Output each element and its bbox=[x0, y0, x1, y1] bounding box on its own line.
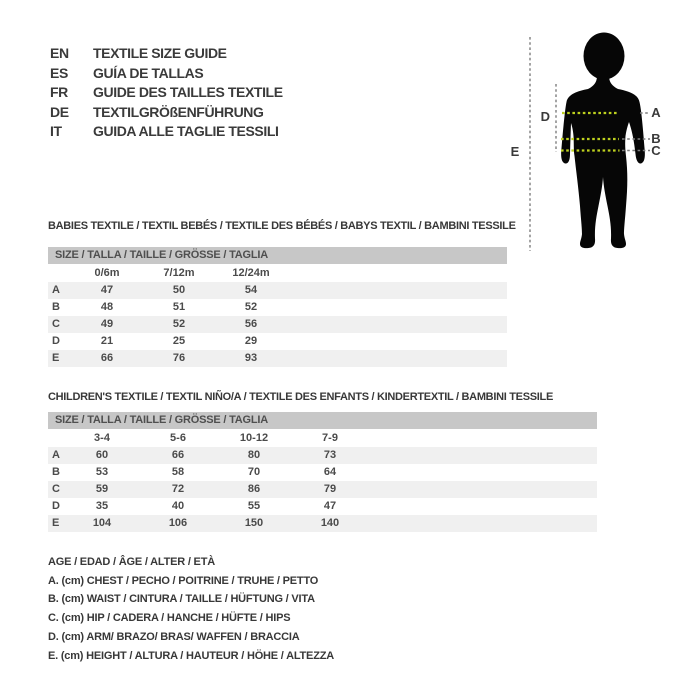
table-value: 73 bbox=[323, 449, 337, 461]
table-value: 54 bbox=[244, 284, 258, 296]
figure-svg bbox=[500, 20, 700, 265]
table-value: 53 bbox=[95, 466, 109, 478]
table-value: 106 bbox=[168, 517, 188, 529]
table-value: 64 bbox=[323, 466, 337, 478]
table-value: 72 bbox=[171, 483, 185, 495]
legend-line-age: AGE / EDAD / ÂGE / ALTER / ETÀ bbox=[48, 556, 215, 568]
legend-line-arm: D. (cm) ARM/ BRAZO/ BRAS/ WAFFEN / BRACCIA bbox=[48, 630, 300, 643]
children-size-header-bar: SIZE / TALLA / TAILLE / GRÖSSE / TAGLIA bbox=[48, 412, 597, 429]
table-row-b bbox=[48, 299, 507, 316]
language-code: DE bbox=[50, 103, 69, 120]
table-row-b bbox=[48, 464, 597, 481]
children-column-header-row bbox=[48, 429, 597, 447]
child-silhouette-icon bbox=[561, 33, 645, 249]
babies-column-header: 0/6m bbox=[94, 267, 120, 279]
table-value: 51 bbox=[172, 301, 186, 313]
table-value: 140 bbox=[320, 517, 340, 529]
language-code: EN bbox=[50, 45, 69, 61]
figure-label-d: D bbox=[540, 109, 550, 124]
table-value: 48 bbox=[100, 301, 114, 313]
table-value: 59 bbox=[95, 483, 109, 495]
language-title-list bbox=[50, 44, 283, 142]
table-value: 66 bbox=[171, 449, 185, 461]
table-row-c bbox=[48, 481, 597, 498]
language-title: GUIDE DES TAILLES TEXTILE bbox=[93, 84, 283, 100]
row-label: E bbox=[52, 517, 60, 529]
babies-column-header: 7/12m bbox=[163, 267, 195, 279]
language-code: ES bbox=[50, 64, 68, 81]
row-label: B bbox=[52, 301, 60, 313]
table-value: 60 bbox=[95, 449, 109, 461]
table-value: 47 bbox=[323, 500, 337, 512]
legend-line-waist: B. (cm) WAIST / CINTURA / TAILLE / HÜFTUNG / VITA bbox=[48, 593, 315, 606]
row-label: C bbox=[52, 483, 60, 495]
row-label: C bbox=[52, 318, 60, 330]
children-size-table bbox=[48, 412, 597, 532]
table-value: 55 bbox=[247, 500, 261, 512]
table-value: 50 bbox=[172, 284, 186, 296]
table-value: 76 bbox=[172, 352, 186, 364]
table-value: 52 bbox=[172, 318, 186, 330]
empty-corner-cell bbox=[48, 429, 64, 447]
row-label: E bbox=[52, 352, 60, 364]
language-row-it bbox=[50, 122, 283, 142]
row-label: D bbox=[52, 335, 60, 347]
empty-corner-cell bbox=[48, 264, 71, 282]
row-label: A bbox=[52, 449, 60, 461]
table-value: 150 bbox=[244, 517, 264, 529]
children-column-header: 7-9 bbox=[322, 432, 338, 444]
table-value: 35 bbox=[95, 500, 109, 512]
children-column-header: 3-4 bbox=[94, 432, 110, 444]
table-value: 104 bbox=[92, 517, 112, 529]
table-value: 86 bbox=[247, 483, 261, 495]
table-value: 49 bbox=[100, 318, 114, 330]
table-value: 66 bbox=[100, 352, 114, 364]
language-row-en bbox=[50, 44, 283, 64]
measurement-figure bbox=[500, 20, 700, 265]
table-row-d bbox=[48, 333, 507, 350]
table-row-a bbox=[48, 447, 597, 464]
language-row-fr bbox=[50, 83, 283, 103]
language-code: FR bbox=[50, 84, 68, 100]
table-row-d bbox=[48, 498, 597, 515]
legend-line-hip: C. (cm) HIP / CADERA / HANCHE / HÜFTE / HIPS bbox=[48, 612, 291, 625]
babies-column-header-row bbox=[48, 264, 507, 282]
legend-line-height: E. (cm) HEIGHT / ALTURA / HAUTEUR / HÖHE / ALTEZZA bbox=[48, 649, 334, 662]
language-code: IT bbox=[50, 123, 62, 139]
language-title: GUIDA ALLE TAGLIE TESSILI bbox=[93, 123, 279, 139]
table-value: 80 bbox=[247, 449, 261, 461]
babies-section-heading: BABIES TEXTILE / TEXTIL BEBÉS / TEXTILE DES BÉBÉS / BABYS TEXTIL / BAMBINI TESSILE bbox=[48, 220, 516, 232]
row-label: B bbox=[52, 466, 60, 478]
table-row-c bbox=[48, 316, 507, 333]
language-title: GUÍA DE TALLAS bbox=[93, 64, 204, 81]
children-column-header: 5-6 bbox=[170, 432, 186, 444]
table-row-e bbox=[48, 350, 507, 367]
children-column-header: 10-12 bbox=[239, 432, 269, 444]
table-value: 47 bbox=[100, 284, 114, 296]
figure-label-a: A bbox=[651, 105, 661, 120]
language-row-es bbox=[50, 64, 283, 84]
row-label: A bbox=[52, 284, 60, 296]
table-row-a bbox=[48, 282, 507, 299]
figure-label-c: C bbox=[651, 143, 661, 158]
table-value: 79 bbox=[323, 483, 337, 495]
children-section-heading: CHILDREN'S TEXTILE / TEXTIL NIÑO/A / TEXTILE DES ENFANTS / KINDERTEXTIL / BAMBINI TESSILE bbox=[48, 391, 553, 403]
figure-label-b: B bbox=[651, 131, 661, 146]
legend-line-chest: A. (cm) CHEST / PECHO / POITRINE / TRUHE / PETTO bbox=[48, 574, 319, 587]
row-label: D bbox=[52, 500, 60, 512]
language-title: TEXTILE SIZE GUIDE bbox=[93, 45, 227, 61]
measurement-legend bbox=[48, 553, 334, 665]
language-row-de bbox=[50, 103, 283, 123]
table-value: 29 bbox=[244, 335, 258, 347]
babies-size-header-bar: SIZE / TALLA / TAILLE / GRÖSSE / TAGLIA bbox=[48, 247, 507, 264]
table-value: 93 bbox=[244, 352, 258, 364]
figure-label-e: E bbox=[510, 144, 520, 159]
table-value: 58 bbox=[171, 466, 185, 478]
table-value: 52 bbox=[244, 301, 258, 313]
table-value: 21 bbox=[100, 335, 114, 347]
table-value: 56 bbox=[244, 318, 258, 330]
language-title: TEXTILGRÖßENFÜHRUNG bbox=[93, 103, 264, 120]
table-value: 40 bbox=[171, 500, 185, 512]
babies-column-header: 12/24m bbox=[232, 267, 270, 279]
table-value: 25 bbox=[172, 335, 186, 347]
babies-size-table bbox=[48, 247, 507, 367]
table-value: 70 bbox=[247, 466, 261, 478]
table-row-e bbox=[48, 515, 597, 532]
